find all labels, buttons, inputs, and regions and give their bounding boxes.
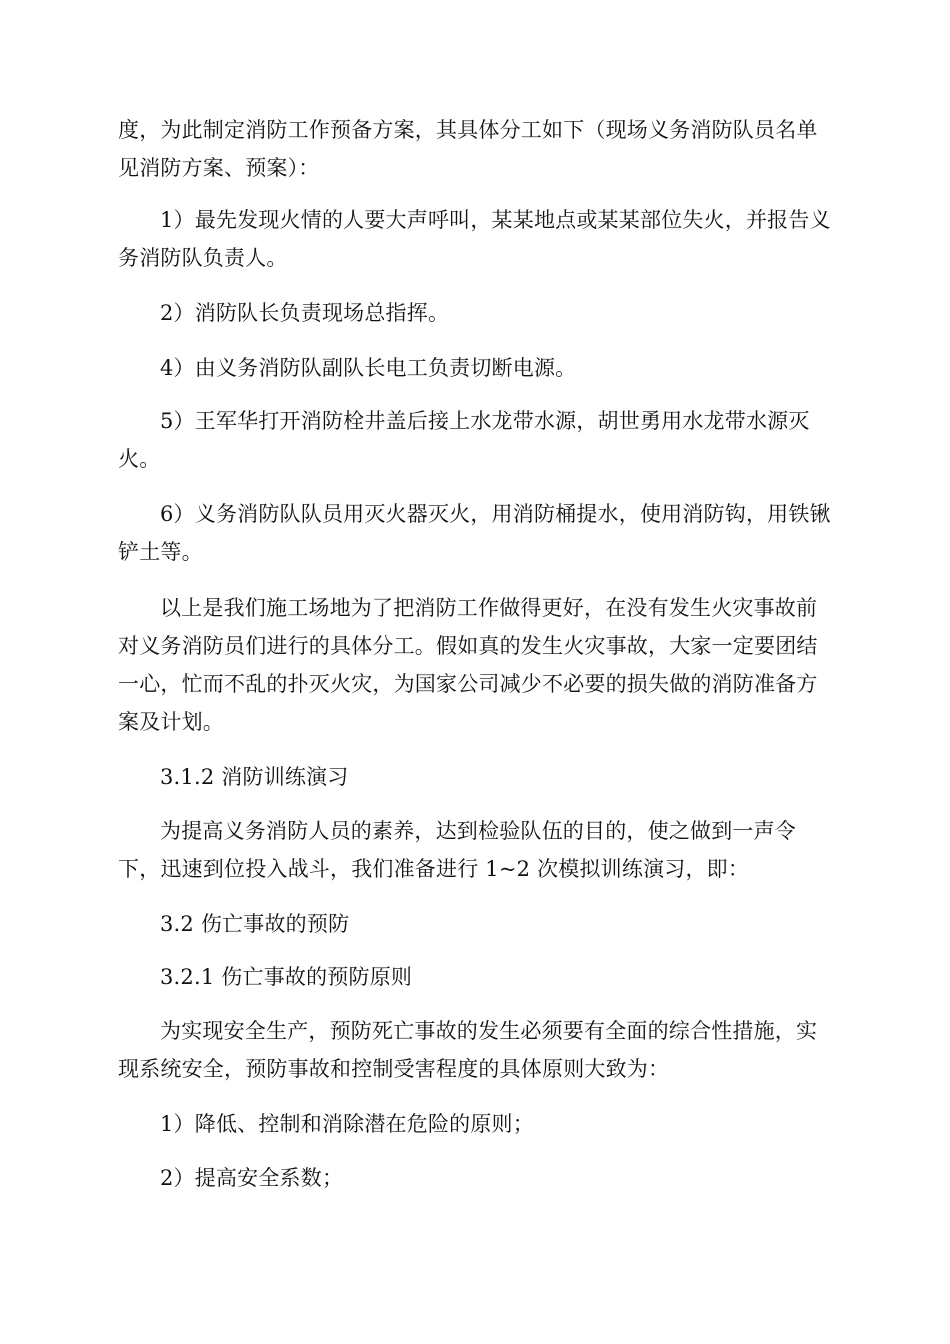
paragraph-item-2: 2）消防队长负责现场总指挥。 (160, 301, 450, 325)
paragraph-principle-1: 1）降低、控制和消除潜在危险的原则； (160, 1112, 534, 1136)
paragraph-item-1: 1）最先发现火情的人要大声呼叫，某某地点或某某部位失火，并报告义务消防队负责人。 (118, 208, 831, 270)
section-heading-3-1-2: 3.1.2 消防训练演习 (160, 765, 349, 789)
paragraph-item-6: 6）义务消防队队员用灭火器灭火，用消防桶提水，使用消防钩，用铁锹铲土等。 (118, 502, 831, 564)
section-heading-3-2: 3.2 伤亡事故的预防 (160, 912, 350, 936)
paragraph-item-5: 5）王军华打开消防栓井盖后接上水龙带水源，胡世勇用水龙带水源灭火。 (118, 409, 810, 471)
paragraph-principles-intro: 为实现安全生产，预防死亡事故的发生必须要有全面的综合性措施，实现系统安全，预防事故和控制受害程度的具体原则大致为： (118, 1019, 818, 1081)
paragraph-principle-2: 2）提高安全系数； (160, 1166, 344, 1190)
paragraph-division-intro: 度，为此制定消防工作预备方案，其具体分工如下（现场义务消防队员名单见消防方案、预案）： (118, 118, 818, 180)
paragraph-item-4: 4）由义务消防队副队长电工负责切断电源。 (160, 356, 577, 380)
paragraph-summary: 以上是我们施工场地为了把消防工作做得更好，在没有发生火灾事故前对义务消防员们进行的具体分工。假如真的发生火灾事故，大家一定要团结一心，忙而不乱的扑灭火灾，为国家公司减少不必要的损失做的消防准备方案及计划。 (118, 596, 818, 734)
paragraph-training: 为提高义务消防人员的素养，达到检验队伍的目的，使之做到一声令下，迅速到位投入战斗，我们准备进行 1~2 次模拟训练演习，即： (118, 819, 796, 881)
section-heading-3-2-1: 3.2.1 伤亡事故的预防原则 (160, 965, 413, 989)
